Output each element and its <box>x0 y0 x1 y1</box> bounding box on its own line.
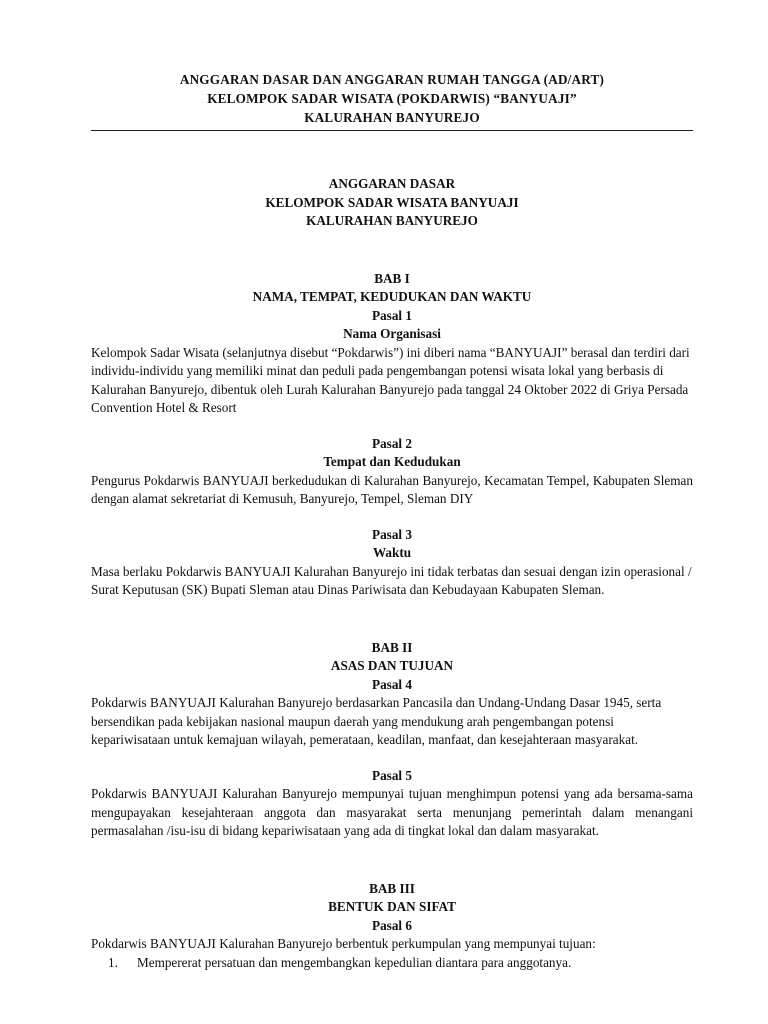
pasal-6-list <box>91 954 693 973</box>
pasal-5-text: Pokdarwis BANYUAJI Kalurahan Banyurejo mempunyai tujuan menghimpun potensi yang ada bersama-sama mengupayakan kesejahteraan anggota dan masyarakat serta menunjang pemerintah dalam menangani permasalahan /isu-isu di bidang kepariwisataan yang ada di tingkat lokal dan dalam masyarakat. <box>91 786 693 838</box>
pasal-1-label: Pasal 1 <box>372 307 412 323</box>
bab-2-title: ASAS DAN TUJUAN <box>330 658 454 673</box>
pasal-1-text: Kelompok Sadar Wisata (selanjutnya disebut “Pokdarwis”) ini diberi nama “BANYUAJI” berasal dan terdiri dari individu-individu yang memiliki minat dan peduli pada pengembangan potensi wisata lokal yang berbasis di Kalurahan Banyurejo, dibentuk oleh Lurah Kalurahan Banyurejo pada tanggal 24 Oktober 2022 di Griya Persada Convention Hotel & Resort <box>91 344 690 415</box>
document-header <box>91 70 693 131</box>
pasal-4 <box>91 676 693 750</box>
pasal-3-label: Pasal 3 <box>372 526 412 542</box>
header-line-2: KELOMPOK SADAR WISATA (POKDARWIS) “BANYUAJI” <box>207 91 577 106</box>
pasal-4-label: Pasal 4 <box>372 676 412 692</box>
pasal-3-text: Masa berlaku Pokdarwis BANYUAJI Kalurahan Banyurejo ini tidak terbatas dan sesuai dengan izin operasional / Surat Keputusan (SK) Bupati Sleman atau Dinas Pariwisata dan Kebudayaan Kabupaten Sleman. <box>91 563 692 597</box>
pasal-6-text: Pokdarwis BANYUAJI Kalurahan Banyurejo berbentuk perkumpulan yang mempunyai tujuan: <box>91 936 596 951</box>
pasal-2-text: Pengurus Pokdarwis BANYUAJI berkedudukan di Kalurahan Banyurejo, Kecamatan Tempel, Kabupaten Sleman dengan alamat sekretariat di Kemusuh, Banyurejo, Tempel, Sleman DIY <box>91 472 693 506</box>
pasal-4-text: Pokdarwis BANYUAJI Kalurahan Banyurejo berdasarkan Pancasila dan Undang-Undang Dasar 1945, serta bersendikan pada kebijakan nasional maupun daerah yang mendukung arah pengembangan potensi kepariwisataan untuk kemajuan wilayah, pemerataan, keadilan, manfaat, dan kesejahteraan masyarakat. <box>91 695 662 747</box>
pasal-1-title: Nama Organisasi <box>343 326 441 341</box>
bab-3-section <box>91 880 693 973</box>
bab-2-label: BAB II <box>371 639 413 655</box>
bab-3-label: BAB III <box>369 880 415 896</box>
list-item <box>91 954 693 973</box>
list-item-text: Mempererat persatuan dan mengembangkan kepedulian diantara para anggotanya. <box>137 954 572 970</box>
header-line-3: KALURAHAN BANYUREJO <box>304 110 480 125</box>
pasal-3-title: Waktu <box>372 545 412 560</box>
pasal-2-label: Pasal 2 <box>372 435 412 451</box>
pasal-5 <box>91 767 693 841</box>
ad-title-line-3: KALURAHAN BANYUREJO <box>306 213 478 228</box>
bab-1-section <box>91 270 693 600</box>
bab-1-title: NAMA, TEMPAT, KEDUDUKAN DAN WAKTU <box>252 289 532 304</box>
ad-title-line-1: ANGGARAN DASAR <box>328 176 456 191</box>
header-divider <box>91 130 693 131</box>
document-page <box>91 70 693 972</box>
anggaran-dasar-title-block <box>91 175 693 231</box>
pasal-6-label: Pasal 6 <box>372 917 412 933</box>
pasal-1 <box>91 307 693 418</box>
ad-title-line-2: KELOMPOK SADAR WISATA BANYUAJI <box>265 194 519 210</box>
pasal-2 <box>91 435 693 509</box>
list-item-number: 1. <box>108 954 118 970</box>
pasal-5-label: Pasal 5 <box>372 767 412 783</box>
header-line-1: ANGGARAN DASAR DAN ANGGARAN RUMAH TANGGA (AD/ART) <box>179 72 605 87</box>
pasal-6 <box>91 917 693 973</box>
bab-2-section <box>91 639 693 841</box>
pasal-3 <box>91 526 693 600</box>
bab-1-label: BAB I <box>374 270 410 286</box>
pasal-2-title: Tempat dan Kedudukan <box>323 454 461 469</box>
bab-3-title: BENTUK DAN SIFAT <box>328 899 456 914</box>
